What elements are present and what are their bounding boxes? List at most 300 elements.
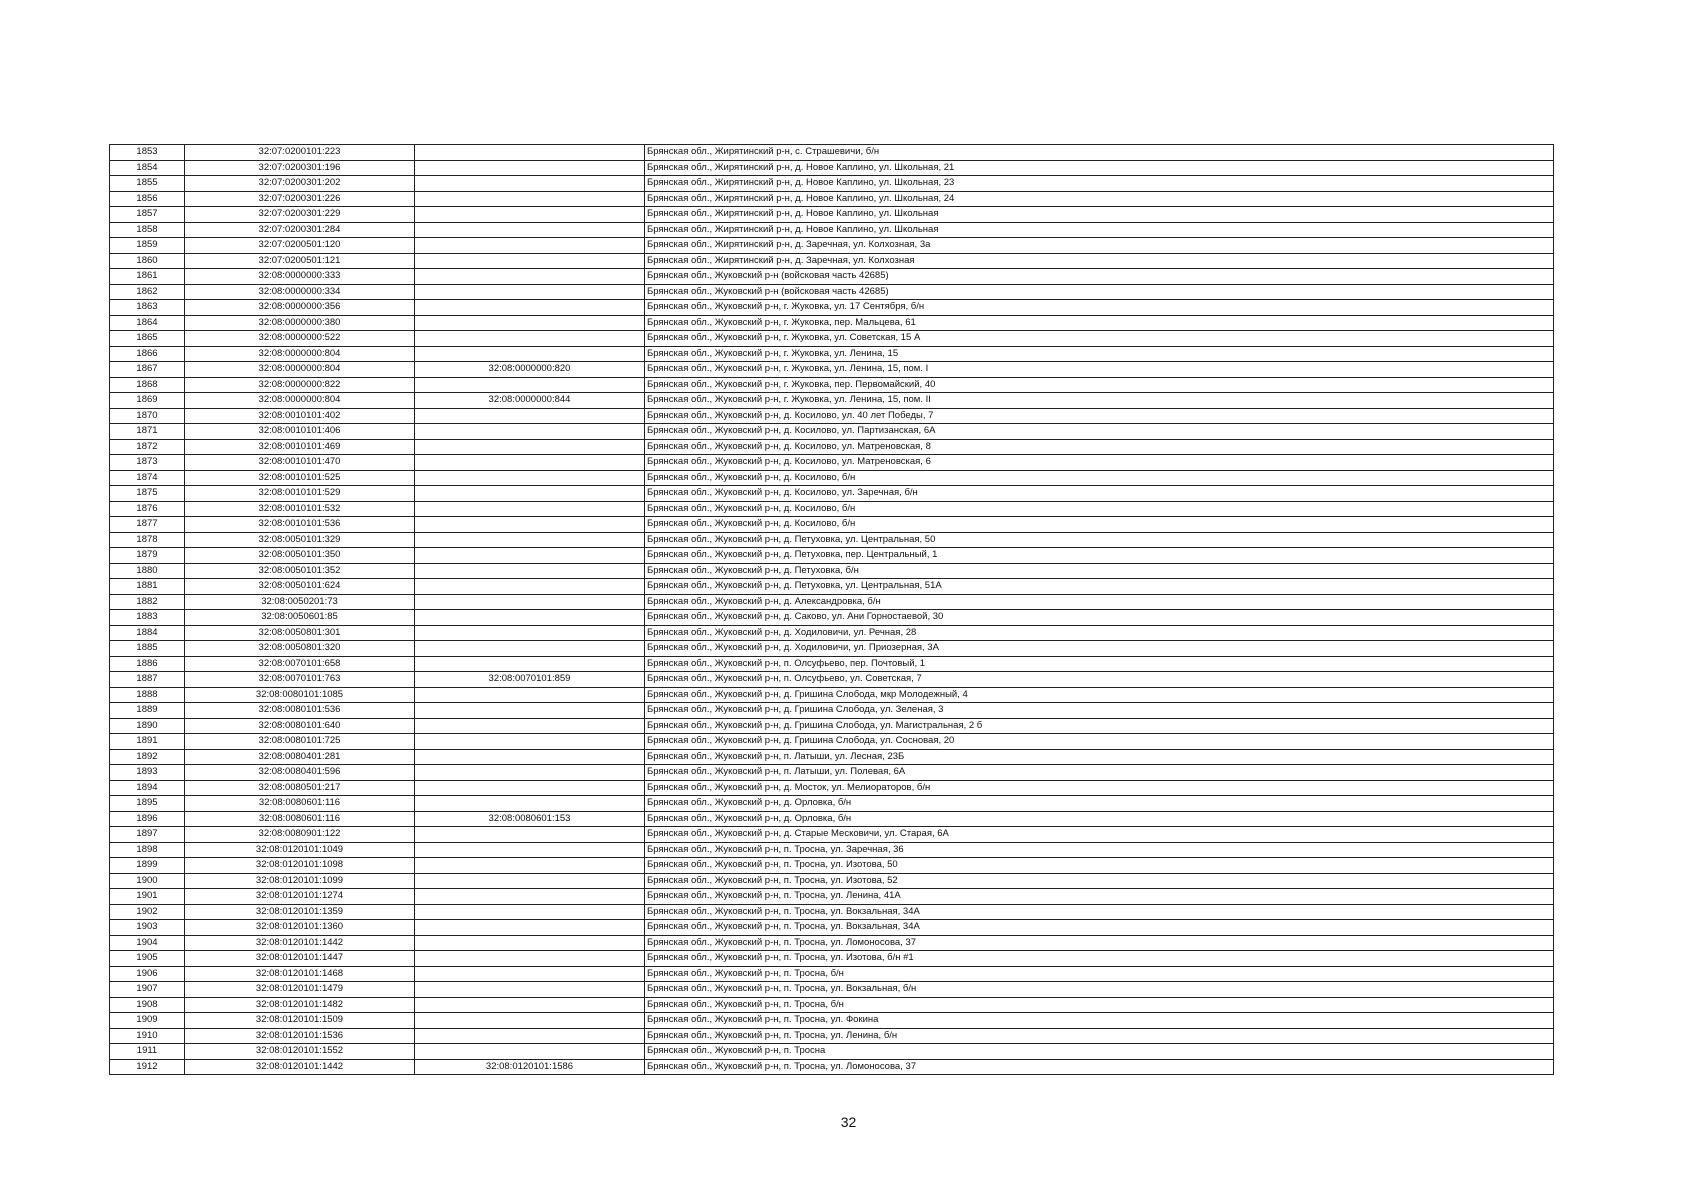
address-cell: Брянская обл., Жуковский р-н, п. Тросна, б/н: [645, 997, 1554, 1013]
cadastral-number-cell: 32:08:0000000:822: [185, 377, 415, 393]
address-cell: Брянская обл., Жуковский р-н, г. Жуковка, пер. Мальцева, 61: [645, 315, 1554, 331]
related-cadastral-number-cell: [415, 749, 645, 765]
table-row: [110, 517, 1554, 533]
row-number-cell: 1857: [110, 207, 185, 223]
cadastral-number-cell: 32:08:0120101:1099: [185, 873, 415, 889]
row-number-cell: 1868: [110, 377, 185, 393]
address-cell: Брянская обл., Жуковский р-н, г. Жуковка, ул. Ленина, 15, пом. I: [645, 362, 1554, 378]
cadastral-number-cell: 32:08:0050801:301: [185, 625, 415, 641]
row-number-cell: 1905: [110, 951, 185, 967]
row-number-cell: 1876: [110, 501, 185, 517]
table-row: [110, 780, 1554, 796]
related-cadastral-number-cell: [415, 517, 645, 533]
row-number-cell: 1858: [110, 222, 185, 238]
related-cadastral-number-cell: [415, 625, 645, 641]
related-cadastral-number-cell: [415, 331, 645, 347]
address-cell: Брянская обл., Жуковский р-н, п. Олсуфьево, ул. Советская, 7: [645, 672, 1554, 688]
table-row: [110, 408, 1554, 424]
row-number-cell: 1862: [110, 284, 185, 300]
row-number-cell: 1875: [110, 486, 185, 502]
cadastral-number-cell: 32:08:0080901:122: [185, 827, 415, 843]
row-number-cell: 1880: [110, 563, 185, 579]
related-cadastral-number-cell: [415, 269, 645, 285]
row-number-cell: 1897: [110, 827, 185, 843]
cadastral-number-cell: 32:08:0000000:356: [185, 300, 415, 316]
table-row: [110, 470, 1554, 486]
address-cell: Брянская обл., Жирятинский р-н, д. Новое Каплино, ул. Школьная: [645, 222, 1554, 238]
address-cell: Брянская обл., Жуковский р-н, д. Петуховка, пер. Центральный, 1: [645, 548, 1554, 564]
cadastral-number-cell: 32:08:0010101:529: [185, 486, 415, 502]
cadastral-number-cell: 32:08:0050101:329: [185, 532, 415, 548]
related-cadastral-number-cell: [415, 997, 645, 1013]
cadastral-number-cell: 32:08:0120101:1049: [185, 842, 415, 858]
related-cadastral-number-cell: [415, 920, 645, 936]
row-number-cell: 1873: [110, 455, 185, 471]
related-cadastral-number-cell: [415, 300, 645, 316]
related-cadastral-number-cell: [415, 656, 645, 672]
related-cadastral-number-cell: [415, 780, 645, 796]
address-cell: Брянская обл., Жуковский р-н, п. Тросна, ул. Вокзальная, 34А: [645, 904, 1554, 920]
related-cadastral-number-cell: [415, 346, 645, 362]
related-cadastral-number-cell: [415, 548, 645, 564]
related-cadastral-number-cell: [415, 842, 645, 858]
table-row: [110, 563, 1554, 579]
related-cadastral-number-cell: [415, 439, 645, 455]
table-row: [110, 796, 1554, 812]
row-number-cell: 1908: [110, 997, 185, 1013]
related-cadastral-number-cell: [415, 563, 645, 579]
row-number-cell: 1898: [110, 842, 185, 858]
row-number-cell: 1899: [110, 858, 185, 874]
cadastral-number-cell: 32:08:0120101:1360: [185, 920, 415, 936]
cadastral-number-cell: 32:08:0080401:596: [185, 765, 415, 781]
address-cell: Брянская обл., Жуковский р-н, г. Жуковка, пер. Первомайский, 40: [645, 377, 1554, 393]
cadastral-number-cell: 32:08:0000000:333: [185, 269, 415, 285]
table-row: [110, 594, 1554, 610]
related-cadastral-number-cell: [415, 610, 645, 626]
cadastral-number-cell: 32:08:0010101:532: [185, 501, 415, 517]
cadastral-number-cell: 32:08:0120101:1442: [185, 935, 415, 951]
cadastral-number-cell: 32:08:0010101:469: [185, 439, 415, 455]
address-cell: Брянская обл., Жуковский р-н, п. Тросна, ул. Изотова, 52: [645, 873, 1554, 889]
row-number-cell: 1854: [110, 160, 185, 176]
row-number-cell: 1903: [110, 920, 185, 936]
related-cadastral-number-cell: [415, 470, 645, 486]
cadastral-number-cell: 32:08:0080601:116: [185, 796, 415, 812]
cadastral-number-cell: 32:07:0200301:229: [185, 207, 415, 223]
row-number-cell: 1861: [110, 269, 185, 285]
cadastral-number-cell: 32:08:0120101:1482: [185, 997, 415, 1013]
address-cell: Брянская обл., Жуковский р-н, д. Ходиловичи, ул. Приозерная, 3А: [645, 641, 1554, 657]
row-number-cell: 1870: [110, 408, 185, 424]
row-number-cell: 1901: [110, 889, 185, 905]
address-cell: Брянская обл., Жуковский р-н, д. Петуховка, ул. Центральная, 50: [645, 532, 1554, 548]
row-number-cell: 1906: [110, 966, 185, 982]
address-cell: Брянская обл., Жирятинский р-н, д. Новое Каплино, ул. Школьная: [645, 207, 1554, 223]
table-row: [110, 718, 1554, 734]
row-number-cell: 1874: [110, 470, 185, 486]
table-row: [110, 935, 1554, 951]
table-row: [110, 997, 1554, 1013]
table-row: [110, 625, 1554, 641]
row-number-cell: 1887: [110, 672, 185, 688]
related-cadastral-number-cell: [415, 424, 645, 440]
related-cadastral-number-cell: [415, 486, 645, 502]
related-cadastral-number-cell: [415, 1028, 645, 1044]
cadastral-number-cell: 32:07:0200301:202: [185, 176, 415, 192]
related-cadastral-number-cell: [415, 951, 645, 967]
related-cadastral-number-cell: [415, 238, 645, 254]
address-cell: Брянская обл., Жирятинский р-н, д. Новое Каплино, ул. Школьная, 23: [645, 176, 1554, 192]
cadastral-number-cell: 32:07:0200501:121: [185, 253, 415, 269]
address-cell: Брянская обл., Жуковский р-н, д. Гришина Слобода, ул. Магистральная, 2 б: [645, 718, 1554, 734]
table-row: [110, 765, 1554, 781]
cadastral-number-cell: 32:08:0080101:1085: [185, 687, 415, 703]
cadastral-number-cell: 32:08:0070101:763: [185, 672, 415, 688]
related-cadastral-number-cell: [415, 594, 645, 610]
related-cadastral-number-cell: [415, 982, 645, 998]
address-cell: Брянская обл., Жуковский р-н, д. Ходиловичи, ул. Речная, 28: [645, 625, 1554, 641]
related-cadastral-number-cell: [415, 718, 645, 734]
address-cell: Брянская обл., Жуковский р-н, д. Косилово, б/н: [645, 517, 1554, 533]
related-cadastral-number-cell: [415, 408, 645, 424]
address-cell: Брянская обл., Жуковский р-н, п. Тросна, ул. Ленина, 41А: [645, 889, 1554, 905]
cadastral-number-cell: 32:08:0010101:536: [185, 517, 415, 533]
table-row: [110, 501, 1554, 517]
page-number: 32: [840, 1114, 857, 1130]
table-row: [110, 811, 1554, 827]
cadastral-number-cell: 32:08:0000000:380: [185, 315, 415, 331]
row-number-cell: 1886: [110, 656, 185, 672]
row-number-cell: 1894: [110, 780, 185, 796]
row-number-cell: 1900: [110, 873, 185, 889]
address-cell: Брянская обл., Жирятинский р-н, д. Новое Каплино, ул. Школьная, 21: [645, 160, 1554, 176]
table-row: [110, 687, 1554, 703]
table-row: [110, 238, 1554, 254]
table-row: [110, 346, 1554, 362]
address-cell: Брянская обл., Жуковский р-н, г. Жуковка, ул. Советская, 15 А: [645, 331, 1554, 347]
address-cell: Брянская обл., Жуковский р-н, г. Жуковка, ул. 17 Сентября, б/н: [645, 300, 1554, 316]
cadastral-number-cell: 32:07:0200101:223: [185, 145, 415, 161]
address-cell: Брянская обл., Жуковский р-н, д. Орловка, б/н: [645, 796, 1554, 812]
cadastral-number-cell: 32:08:0120101:1359: [185, 904, 415, 920]
table-row: [110, 966, 1554, 982]
related-cadastral-number-cell: [415, 145, 645, 161]
related-cadastral-number-cell: [415, 641, 645, 657]
table-row: [110, 641, 1554, 657]
row-number-cell: 1912: [110, 1059, 185, 1075]
related-cadastral-number-cell: [415, 796, 645, 812]
table-row: [110, 532, 1554, 548]
row-number-cell: 1860: [110, 253, 185, 269]
table-row: [110, 362, 1554, 378]
related-cadastral-number-cell: [415, 1044, 645, 1060]
row-number-cell: 1881: [110, 579, 185, 595]
table-row: [110, 873, 1554, 889]
related-cadastral-number-cell: [415, 935, 645, 951]
address-cell: Брянская обл., Жуковский р-н, п. Тросна, ул. Изотова, 50: [645, 858, 1554, 874]
address-cell: Брянская обл., Жуковский р-н, д. Гришина Слобода, мкр Молодежный, 4: [645, 687, 1554, 703]
related-cadastral-number-cell: [415, 765, 645, 781]
cadastral-number-cell: 32:08:0000000:522: [185, 331, 415, 347]
table-row: [110, 439, 1554, 455]
address-cell: Брянская обл., Жуковский р-н, п. Латыши, ул. Полевая, 6А: [645, 765, 1554, 781]
cadastral-number-cell: 32:07:0200301:196: [185, 160, 415, 176]
row-number-cell: 1863: [110, 300, 185, 316]
related-cadastral-number-cell: [415, 160, 645, 176]
related-cadastral-number-cell: [415, 579, 645, 595]
table-row: [110, 827, 1554, 843]
address-cell: Брянская обл., Жуковский р-н, п. Тросна, ул. Ленина, б/н: [645, 1028, 1554, 1044]
address-cell: Брянская обл., Жуковский р-н, д. Саково, ул. Ани Горностаевой, 30: [645, 610, 1554, 626]
address-cell: Брянская обл., Жуковский р-н, д. Орловка, б/н: [645, 811, 1554, 827]
row-number-cell: 1895: [110, 796, 185, 812]
address-cell: Брянская обл., Жуковский р-н (войсковая часть 42685): [645, 284, 1554, 300]
address-cell: Брянская обл., Жирятинский р-н, д. Новое Каплино, ул. Школьная, 24: [645, 191, 1554, 207]
related-cadastral-number-cell: [415, 532, 645, 548]
table-row: [110, 842, 1554, 858]
row-number-cell: 1853: [110, 145, 185, 161]
table-row: [110, 176, 1554, 192]
address-cell: Брянская обл., Жуковский р-н, п. Тросна, ул. Фокина: [645, 1013, 1554, 1029]
cadastral-number-cell: 32:08:0000000:804: [185, 393, 415, 409]
related-cadastral-number-cell: [415, 284, 645, 300]
address-cell: Брянская обл., Жуковский р-н, п. Тросна, ул. Ломоносова, 37: [645, 1059, 1554, 1075]
row-number-cell: 1856: [110, 191, 185, 207]
cadastral-number-cell: 32:08:0120101:1479: [185, 982, 415, 998]
cadastral-number-cell: 32:08:0080501:217: [185, 780, 415, 796]
cadastral-number-cell: 32:08:0120101:1442: [185, 1059, 415, 1075]
table-row: [110, 160, 1554, 176]
address-cell: Брянская обл., Жуковский р-н, д. Косилово, ул. Матреновская, 8: [645, 439, 1554, 455]
cadastral-number-cell: 32:08:0010101:470: [185, 455, 415, 471]
row-number-cell: 1890: [110, 718, 185, 734]
related-cadastral-number-cell: [415, 315, 645, 331]
cadastral-number-cell: 32:08:0050201:73: [185, 594, 415, 610]
address-cell: Брянская обл., Жуковский р-н, д. Косилово, ул. Заречная, б/н: [645, 486, 1554, 502]
table-row: [110, 982, 1554, 998]
cadastral-number-cell: 32:08:0120101:1274: [185, 889, 415, 905]
address-cell: Брянская обл., Жуковский р-н, п. Тросна, б/н: [645, 966, 1554, 982]
related-cadastral-number-cell: [415, 1013, 645, 1029]
row-number-cell: 1888: [110, 687, 185, 703]
address-cell: Брянская обл., Жуковский р-н, п. Тросна, ул. Ломоносова, 37: [645, 935, 1554, 951]
row-number-cell: 1909: [110, 1013, 185, 1029]
table-row: [110, 393, 1554, 409]
table-row: [110, 1013, 1554, 1029]
cadastral-number-cell: 32:08:0050101:352: [185, 563, 415, 579]
address-cell: Брянская обл., Жирятинский р-н, с. Страшевичи, б/н: [645, 145, 1554, 161]
address-cell: Брянская обл., Жуковский р-н, д. Гришина Слобода, ул. Зеленая, 3: [645, 703, 1554, 719]
row-number-cell: 1869: [110, 393, 185, 409]
related-cadastral-number-cell: [415, 858, 645, 874]
row-number-cell: 1882: [110, 594, 185, 610]
table-row: [110, 331, 1554, 347]
address-cell: Брянская обл., Жуковский р-н, д. Петуховка, б/н: [645, 563, 1554, 579]
cadastral-number-cell: 32:07:0200301:284: [185, 222, 415, 238]
address-cell: Брянская обл., Жуковский р-н, п. Тросна: [645, 1044, 1554, 1060]
table-row: [110, 315, 1554, 331]
cadastral-number-cell: 32:08:0080101:725: [185, 734, 415, 750]
related-cadastral-number-cell: [415, 176, 645, 192]
cadastral-number-cell: 32:08:0050101:624: [185, 579, 415, 595]
table-row: [110, 455, 1554, 471]
table-row: [110, 253, 1554, 269]
cadastral-number-cell: 32:08:0120101:1536: [185, 1028, 415, 1044]
table-row: [110, 1044, 1554, 1060]
cadastral-number-cell: 32:08:0080101:640: [185, 718, 415, 734]
row-number-cell: 1910: [110, 1028, 185, 1044]
related-cadastral-number-cell: 32:08:0120101:1586: [415, 1059, 645, 1075]
related-cadastral-number-cell: [415, 455, 645, 471]
table-row: [110, 920, 1554, 936]
related-cadastral-number-cell: 32:08:0000000:844: [415, 393, 645, 409]
table-row: [110, 749, 1554, 765]
cadastral-number-cell: 32:08:0070101:658: [185, 656, 415, 672]
address-cell: Брянская обл., Жуковский р-н, д. Косилово, ул. Матреновская, 6: [645, 455, 1554, 471]
row-number-cell: 1867: [110, 362, 185, 378]
address-cell: Брянская обл., Жуковский р-н, д. Косилово, б/н: [645, 470, 1554, 486]
row-number-cell: 1892: [110, 749, 185, 765]
address-cell: Брянская обл., Жуковский р-н, п. Олсуфьево, пер. Почтовый, 1: [645, 656, 1554, 672]
table-row: [110, 1028, 1554, 1044]
cadastral-number-cell: 32:08:0120101:1509: [185, 1013, 415, 1029]
cadastral-number-cell: 32:08:0120101:1447: [185, 951, 415, 967]
address-cell: Брянская обл., Жуковский р-н, д. Косилово, б/н: [645, 501, 1554, 517]
related-cadastral-number-cell: [415, 827, 645, 843]
related-cadastral-number-cell: [415, 966, 645, 982]
address-cell: Брянская обл., Жирятинский р-н, д. Заречная, ул. Колхозная, 3а: [645, 238, 1554, 254]
table-row: [110, 703, 1554, 719]
table-row: [110, 610, 1554, 626]
cadastral-number-cell: 32:08:0010101:402: [185, 408, 415, 424]
table-row: [110, 284, 1554, 300]
address-cell: Брянская обл., Жирятинский р-н, д. Заречная, ул. Колхозная: [645, 253, 1554, 269]
table-row: [110, 377, 1554, 393]
cadastral-number-cell: 32:08:0120101:1468: [185, 966, 415, 982]
related-cadastral-number-cell: [415, 873, 645, 889]
cadastral-number-cell: 32:08:0000000:804: [185, 362, 415, 378]
row-number-cell: 1865: [110, 331, 185, 347]
related-cadastral-number-cell: [415, 904, 645, 920]
address-cell: Брянская обл., Жуковский р-н, г. Жуковка, ул. Ленина, 15, пом. II: [645, 393, 1554, 409]
row-number-cell: 1885: [110, 641, 185, 657]
table-row: [110, 486, 1554, 502]
cadastral-number-cell: 32:08:0080601:116: [185, 811, 415, 827]
cadastral-number-cell: 32:08:0080401:281: [185, 749, 415, 765]
row-number-cell: 1864: [110, 315, 185, 331]
related-cadastral-number-cell: [415, 687, 645, 703]
table-row: [110, 222, 1554, 238]
related-cadastral-number-cell: [415, 377, 645, 393]
row-number-cell: 1883: [110, 610, 185, 626]
address-cell: Брянская обл., Жуковский р-н, д. Косилово, ул. 40 лет Победы, 7: [645, 408, 1554, 424]
row-number-cell: 1877: [110, 517, 185, 533]
related-cadastral-number-cell: [415, 889, 645, 905]
address-cell: Брянская обл., Жуковский р-н, п. Тросна, ул. Заречная, 36: [645, 842, 1554, 858]
address-cell: Брянская обл., Жуковский р-н (войсковая часть 42685): [645, 269, 1554, 285]
cadastral-number-cell: 32:08:0000000:334: [185, 284, 415, 300]
related-cadastral-number-cell: [415, 501, 645, 517]
row-number-cell: 1891: [110, 734, 185, 750]
registry-table: [109, 144, 1554, 1075]
cadastral-number-cell: 32:08:0050101:350: [185, 548, 415, 564]
address-cell: Брянская обл., Жуковский р-н, п. Тросна, ул. Вокзальная, 34А: [645, 920, 1554, 936]
row-number-cell: 1889: [110, 703, 185, 719]
address-cell: Брянская обл., Жуковский р-н, д. Петуховка, ул. Центральная, 51А: [645, 579, 1554, 595]
related-cadastral-number-cell: 32:08:0070101:859: [415, 672, 645, 688]
cadastral-number-cell: 32:08:0050601:85: [185, 610, 415, 626]
cadastral-number-cell: 32:08:0120101:1552: [185, 1044, 415, 1060]
table-row: [110, 904, 1554, 920]
address-cell: Брянская обл., Жуковский р-н, д. Мосток, ул. Мелиораторов, б/н: [645, 780, 1554, 796]
cadastral-number-cell: 32:08:0050801:320: [185, 641, 415, 657]
table-row: [110, 951, 1554, 967]
cadastral-number-cell: 32:08:0000000:804: [185, 346, 415, 362]
row-number-cell: 1855: [110, 176, 185, 192]
cadastral-number-cell: 32:07:0200501:120: [185, 238, 415, 254]
row-number-cell: 1879: [110, 548, 185, 564]
table-row: [110, 269, 1554, 285]
related-cadastral-number-cell: 32:08:0080601:153: [415, 811, 645, 827]
table-row: [110, 672, 1554, 688]
related-cadastral-number-cell: [415, 703, 645, 719]
address-cell: Брянская обл., Жуковский р-н, д. Александровка, б/н: [645, 594, 1554, 610]
address-cell: Брянская обл., Жуковский р-н, г. Жуковка, ул. Ленина, 15: [645, 346, 1554, 362]
table-row: [110, 300, 1554, 316]
row-number-cell: 1872: [110, 439, 185, 455]
table-row: [110, 1059, 1554, 1075]
row-number-cell: 1907: [110, 982, 185, 998]
row-number-cell: 1911: [110, 1044, 185, 1060]
row-number-cell: 1859: [110, 238, 185, 254]
row-number-cell: 1866: [110, 346, 185, 362]
row-number-cell: 1904: [110, 935, 185, 951]
row-number-cell: 1893: [110, 765, 185, 781]
table-row: [110, 656, 1554, 672]
address-cell: Брянская обл., Жуковский р-н, п. Тросна, ул. Изотова, б/н #1: [645, 951, 1554, 967]
cadastral-number-cell: 32:08:0010101:525: [185, 470, 415, 486]
cadastral-number-cell: 32:08:0120101:1098: [185, 858, 415, 874]
table-row: [110, 424, 1554, 440]
row-number-cell: 1896: [110, 811, 185, 827]
related-cadastral-number-cell: [415, 253, 645, 269]
row-number-cell: 1884: [110, 625, 185, 641]
cadastral-number-cell: 32:08:0010101:406: [185, 424, 415, 440]
row-number-cell: 1878: [110, 532, 185, 548]
table-row: [110, 145, 1554, 161]
address-cell: Брянская обл., Жуковский р-н, д. Гришина Слобода, ул. Сосновая, 20: [645, 734, 1554, 750]
related-cadastral-number-cell: [415, 222, 645, 238]
row-number-cell: 1902: [110, 904, 185, 920]
table-row: [110, 207, 1554, 223]
related-cadastral-number-cell: [415, 734, 645, 750]
related-cadastral-number-cell: [415, 191, 645, 207]
related-cadastral-number-cell: 32:08:0000000:820: [415, 362, 645, 378]
table-row: [110, 889, 1554, 905]
row-number-cell: 1871: [110, 424, 185, 440]
table-row: [110, 858, 1554, 874]
cadastral-number-cell: 32:08:0080101:536: [185, 703, 415, 719]
cadastral-number-cell: 32:07:0200301:226: [185, 191, 415, 207]
related-cadastral-number-cell: [415, 207, 645, 223]
address-cell: Брянская обл., Жуковский р-н, п. Тросна, ул. Вокзальная, б/н: [645, 982, 1554, 998]
address-cell: Брянская обл., Жуковский р-н, п. Латыши, ул. Лесная, 23Б: [645, 749, 1554, 765]
table-row: [110, 734, 1554, 750]
table-row: [110, 191, 1554, 207]
address-cell: Брянская обл., Жуковский р-н, д. Старые Месковичи, ул. Старая, 6А: [645, 827, 1554, 843]
table-row: [110, 579, 1554, 595]
